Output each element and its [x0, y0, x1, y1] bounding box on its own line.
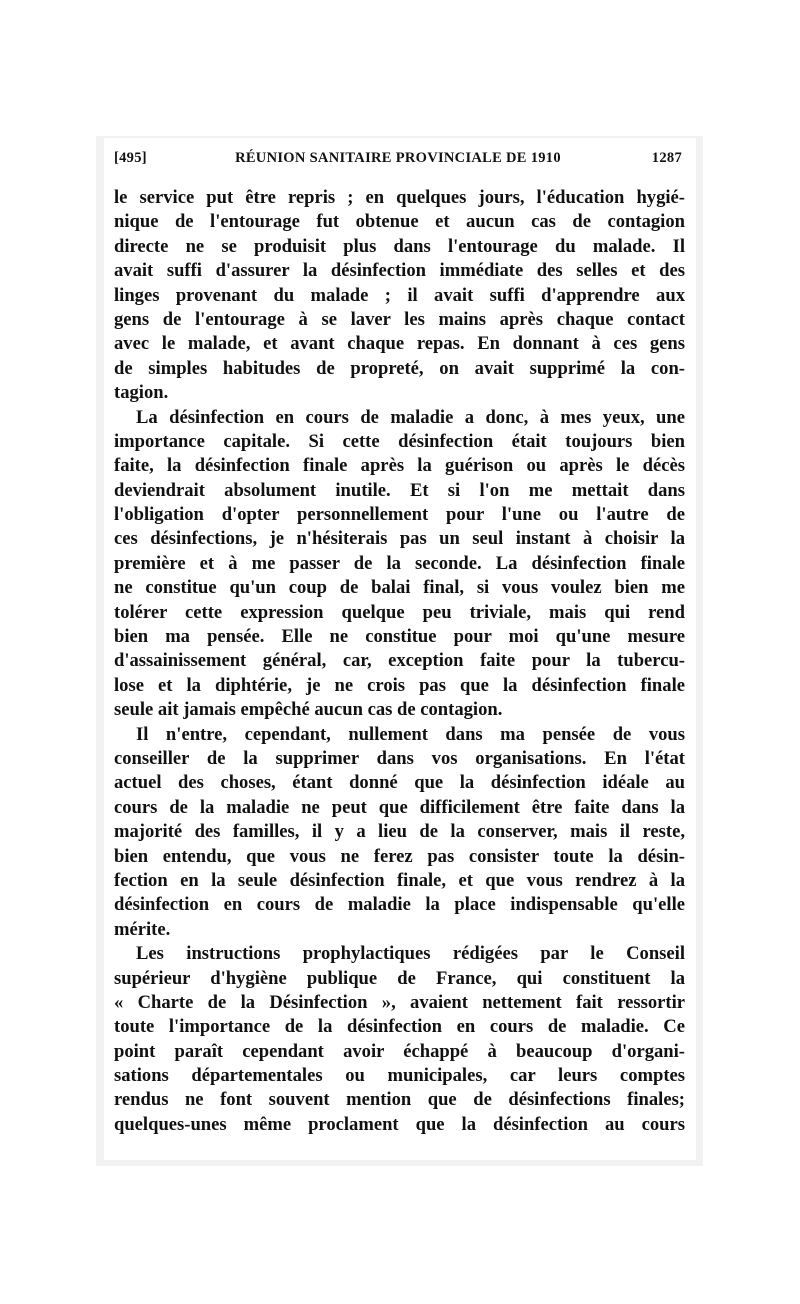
- body-text: [114, 186, 685, 1137]
- text-line: bien entendu, que vous ne ferez pas consister toute la désin-: [114, 845, 685, 867]
- text-line: cours de la maladie ne peut que difficilement être faite dans la: [114, 796, 685, 818]
- text-line: La désinfection en cours de maladie a donc, à mes yeux, une: [136, 406, 685, 428]
- text-line: toute l'importance de la désinfection en cours de maladie. Ce: [114, 1016, 685, 1038]
- text-line: d'assainissement général, car, exception faite pour la tubercu-: [114, 650, 685, 672]
- text-line: « Charte de la Désinfection », avaient nettement fait ressortir: [114, 991, 685, 1013]
- document-page: [104, 138, 696, 1160]
- text-line: de simples habitudes de propreté, on avait supprimé la con-: [114, 357, 685, 379]
- text-line: tagion.: [114, 382, 169, 404]
- text-line: le service put être repris ; en quelques jours, l'éducation hygié-: [114, 187, 685, 208]
- text-line: directe ne se produisit plus dans l'entourage du malade. Il: [114, 235, 685, 257]
- text-line: désinfection en cours de maladie la place indispensable qu'elle: [114, 894, 685, 916]
- text-line: Il n'entre, cependant, nullement dans ma pensée de vous: [136, 723, 685, 745]
- text-line: actuel des choses, étant donné que la désinfection idéale au: [114, 772, 685, 794]
- text-line: deviendrait absolument inutile. Et si l'on me mettait dans: [114, 479, 685, 501]
- text-line: majorité des familles, il y a lieu de la conserver, mais il reste,: [114, 821, 685, 843]
- text-line: gens de l'entourage à se laver les mains après chaque contact: [114, 308, 685, 330]
- text-line: ne constitue qu'un coup de balai final, si vous voulez bien me: [114, 577, 685, 599]
- running-title: RÉUNION SANITAIRE PROVINCIALE DE 1910: [235, 150, 561, 166]
- text-line: ces désinfections, je n'hésiterais pas un seul instant à choisir la: [114, 528, 685, 550]
- text-line: première et à me passer de la seconde. La désinfection finale: [114, 552, 685, 574]
- text-line: seule ait jamais empêché aucun cas de contagion.: [114, 699, 503, 721]
- text-line: tolérer cette expression quelque peu triviale, mais qui rend: [114, 601, 685, 623]
- text-line: supérieur d'hygiène publique de France, qui constituent la: [114, 967, 685, 989]
- text-line: lose et la diphtérie, je ne crois pas que la désinfection finale: [114, 674, 685, 696]
- page-number: 1287: [651, 150, 682, 166]
- text-line: nique de l'entourage fut obtenue et aucun cas de contagion: [114, 211, 685, 233]
- text-line: quelques-unes même proclament que la désinfection au cours: [114, 1113, 685, 1135]
- text-line: faite, la désinfection finale après la guérison ou après le décès: [114, 455, 685, 477]
- text-line: l'obligation d'opter personnellement pour l'une ou l'autre de: [114, 504, 685, 526]
- page-ref: [495]: [114, 150, 147, 166]
- text-line: importance capitale. Si cette désinfection était toujours bien: [114, 430, 685, 452]
- text-line: rendus ne font souvent mention que de désinfections finales;: [114, 1089, 685, 1111]
- text-line: Les instructions prophylactiques rédigées par le Conseil: [136, 943, 685, 965]
- text-line: fection en la seule désinfection finale, et que vous rendrez à la: [114, 869, 685, 891]
- text-line: point paraît cependant avoir échappé à beaucoup d'organi-: [114, 1040, 685, 1062]
- text-line: linges provenant du malade ; il avait suffi d'apprendre aux: [114, 284, 685, 306]
- text-line: sations départementales ou municipales, car leurs comptes: [114, 1065, 685, 1087]
- page-header: [114, 150, 682, 172]
- text-line: mérite.: [114, 918, 171, 940]
- text-line: avait suffi d'assurer la désinfection immédiate des selles et des: [114, 260, 685, 282]
- text-line: bien ma pensée. Elle ne constitue pour moi qu'une mesure: [114, 626, 685, 648]
- text-line: avec le malade, et avant chaque repas. En donnant à ces gens: [114, 333, 685, 355]
- text-line: conseiller de la supprimer dans vos organisations. En l'état: [114, 747, 685, 769]
